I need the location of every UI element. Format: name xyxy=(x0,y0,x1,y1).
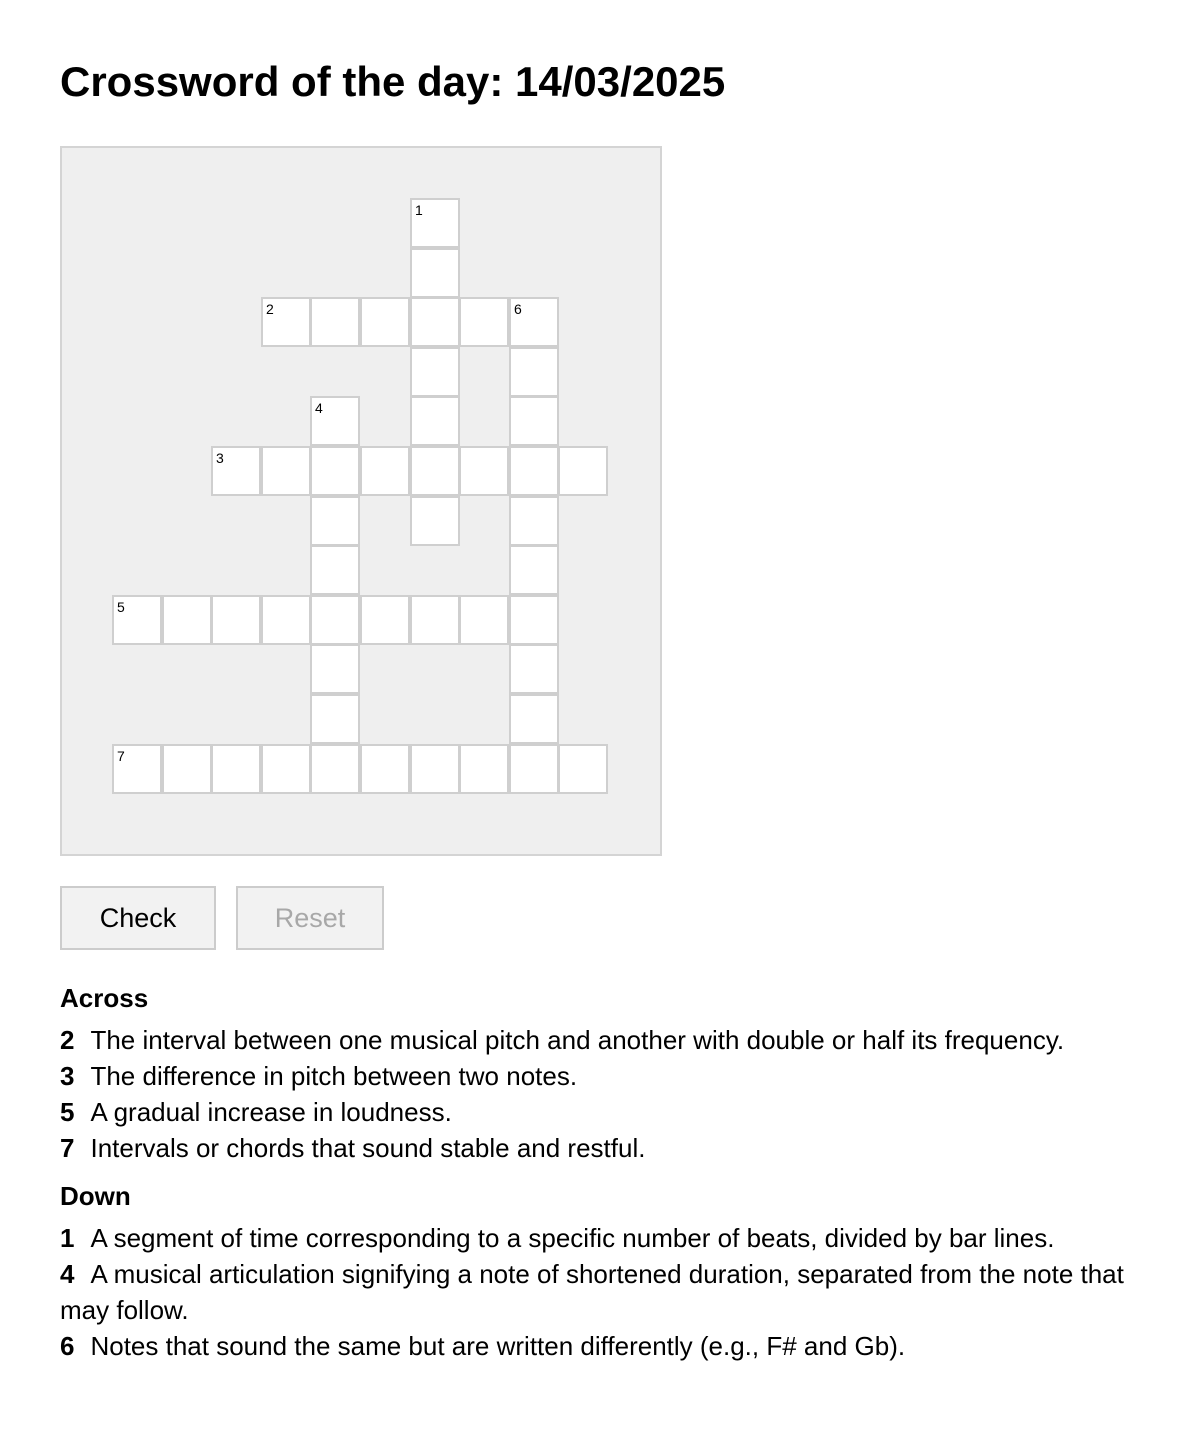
down-clue-list xyxy=(60,1220,1170,1364)
crossword-grid xyxy=(60,146,662,856)
grid-cell[interactable] xyxy=(558,446,608,496)
reset-button[interactable]: Reset xyxy=(236,886,384,950)
clue-number: 3 xyxy=(60,1061,75,1091)
clue-number: 5 xyxy=(60,1097,75,1127)
grid-cell[interactable] xyxy=(261,297,311,347)
across-clue xyxy=(60,1130,1170,1166)
grid-cell[interactable] xyxy=(261,446,311,496)
clue-text: The interval between one musical pitch and another with double or half its frequency. xyxy=(90,1025,1065,1055)
across-clue-list xyxy=(60,1022,1170,1166)
grid-cell[interactable] xyxy=(261,595,311,645)
grid-cell[interactable] xyxy=(509,297,559,347)
grid-cell[interactable] xyxy=(310,644,360,694)
across-clue xyxy=(60,1094,1170,1130)
grid-cell[interactable] xyxy=(509,694,559,744)
check-button[interactable]: Check xyxy=(60,886,216,950)
grid-cell[interactable] xyxy=(509,545,559,595)
down-clue xyxy=(60,1256,1170,1328)
grid-cell[interactable] xyxy=(410,297,460,347)
grid-cell[interactable] xyxy=(310,496,360,546)
page-title: Crossword of the day: 14/03/2025 xyxy=(60,58,726,105)
grid-cell[interactable] xyxy=(558,744,608,794)
grid-cell[interactable] xyxy=(112,744,162,794)
grid-cell[interactable] xyxy=(410,347,460,397)
down-heading: Down xyxy=(60,1181,131,1211)
grid-cell[interactable] xyxy=(310,297,360,347)
clue-text: Intervals or chords that sound stable and restful. xyxy=(90,1133,646,1163)
down-clue xyxy=(60,1220,1170,1256)
grid-cell[interactable] xyxy=(310,545,360,595)
grid-cell[interactable] xyxy=(410,595,460,645)
grid-cell[interactable] xyxy=(360,595,410,645)
grid-cell[interactable] xyxy=(211,446,261,496)
cell-number: 3 xyxy=(216,450,224,466)
grid-cell[interactable] xyxy=(410,496,460,546)
clue-text: A gradual increase in loudness. xyxy=(90,1097,452,1127)
grid-cell[interactable] xyxy=(162,595,212,645)
cell-number: 6 xyxy=(514,301,522,317)
grid-cell[interactable] xyxy=(261,744,311,794)
cell-number: 4 xyxy=(315,400,323,416)
grid-cell[interactable] xyxy=(310,595,360,645)
clue-number: 2 xyxy=(60,1025,75,1055)
grid-cell[interactable] xyxy=(509,595,559,645)
grid-cell[interactable] xyxy=(360,297,410,347)
grid-cell[interactable] xyxy=(360,446,410,496)
grid-cell[interactable] xyxy=(360,744,410,794)
clue-number: 6 xyxy=(60,1331,75,1361)
clue-number: 1 xyxy=(60,1223,75,1253)
grid-cell[interactable] xyxy=(211,744,261,794)
grid-cell[interactable] xyxy=(310,396,360,446)
cell-number: 7 xyxy=(117,748,125,764)
grid-cell[interactable] xyxy=(310,446,360,496)
grid-cell[interactable] xyxy=(410,248,460,298)
cell-number: 5 xyxy=(117,599,125,615)
grid-cell[interactable] xyxy=(310,694,360,744)
across-clue xyxy=(60,1058,1170,1094)
across-heading: Across xyxy=(60,983,149,1013)
clues-panel xyxy=(60,980,1170,1364)
grid-cell[interactable] xyxy=(509,446,559,496)
cell-number: 2 xyxy=(266,301,274,317)
grid-cell[interactable] xyxy=(509,396,559,446)
clue-number: 4 xyxy=(60,1259,75,1289)
clue-text: Notes that sound the same but are written differently (e.g., F# and Gb). xyxy=(90,1331,906,1361)
grid-cell[interactable] xyxy=(459,744,509,794)
grid-cell[interactable] xyxy=(459,297,509,347)
grid-cell[interactable] xyxy=(410,744,460,794)
grid-cell[interactable] xyxy=(459,595,509,645)
grid-cell[interactable] xyxy=(162,744,212,794)
grid-cell[interactable] xyxy=(459,446,509,496)
grid-cell[interactable] xyxy=(509,744,559,794)
grid-cell[interactable] xyxy=(211,595,261,645)
grid-cell[interactable] xyxy=(410,198,460,248)
clue-text: The difference in pitch between two notes. xyxy=(90,1061,578,1091)
clue-text: A musical articulation signifying a note of shortened duration, separated from the note that may follow. xyxy=(60,1259,1124,1325)
grid-cell[interactable] xyxy=(509,496,559,546)
grid-cell[interactable] xyxy=(509,644,559,694)
grid-cell[interactable] xyxy=(410,446,460,496)
grid-cell[interactable] xyxy=(310,744,360,794)
clue-text: A segment of time corresponding to a specific number of beats, divided by bar lines. xyxy=(90,1223,1055,1253)
across-clue xyxy=(60,1022,1170,1058)
clue-number: 7 xyxy=(60,1133,75,1163)
cell-number: 1 xyxy=(415,202,423,218)
grid-cell[interactable] xyxy=(410,396,460,446)
grid-cell[interactable] xyxy=(509,347,559,397)
down-clue xyxy=(60,1328,1170,1364)
grid-cell[interactable] xyxy=(112,595,162,645)
